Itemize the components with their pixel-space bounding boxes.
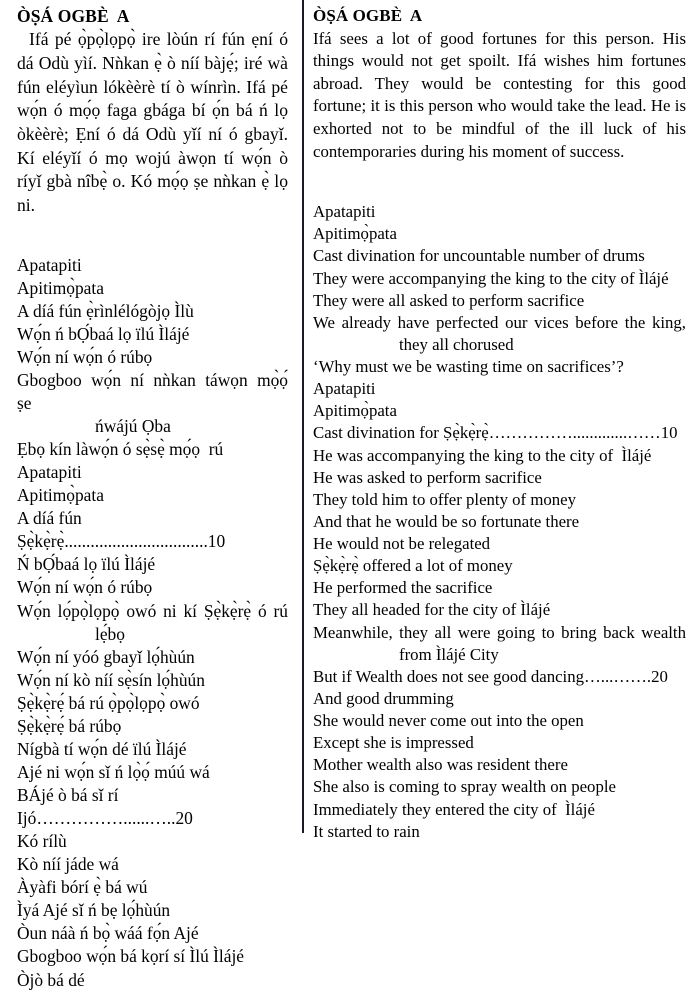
verse-line: Wọ́n ní wọ́n ó rúbọ [17, 346, 153, 367]
verse-line: Immediately they entered the city of Ìlájé [313, 799, 595, 819]
right-column-title: ÒṢÁ OGBÈ A [313, 6, 423, 25]
verse-line-text: Wọ́n lọ́pọ̀lọpọ̀ owó ni kí Ṣẹ̀kẹ̀rẹ̀ ó rú [17, 600, 288, 621]
verse-line: It started to rain [313, 821, 420, 841]
verse-line: They all headed for the city of Ìlájé [313, 600, 551, 620]
verse-line: Apitimọ̀pata [17, 277, 104, 298]
verse-line: Òun náà ń bọ̀ wáá fọ́n Ajé [17, 923, 199, 944]
verse-line: Àyàfi bórí ẹ̀ bá wú [17, 877, 148, 898]
verse-line: Apitimọ̀pata [17, 485, 104, 506]
verse-line: They told him to offer plenty of money [313, 489, 577, 509]
verse-line: from Ìlájé City [399, 644, 499, 664]
verse-line: She would never come out into the open [313, 711, 584, 731]
verse-line: Cast divination for Ṣẹ̀kẹ̀rẹ̀…………….............……10 [313, 423, 678, 443]
verse-line: Ìyá Ajé sǐ ń bẹ lọ́hùún [17, 900, 171, 921]
verse-line: And good drumming [313, 688, 454, 708]
verse-line: He would not be relegated [313, 534, 491, 554]
verse-line: Apatapiti [313, 379, 376, 399]
left-column-prose: Ifá pé ọ̀pọ̀lọpọ̀ ire lòún rí fún ẹní ó dá Odù yìí. Nǹkan ẹ̀ ò níí bàjẹ́; iré wà fún eléyìun lókèèrè tí ò wínrìn. Ifá pé wọ́n ó mọ́ọ faga gbága bí ọ́n bá ń lọ òkèèrè; Ẹní ó dá Odù yǐí ní ó gbayǐ. Kí eléyǐí ó mọ wojú àwọn tí wọ́n ò ríyǐ gbà nîbẹ̀ o. Kó mọ́ọ ṣe nǹkan ẹ̀ lọ ni. [17, 29, 288, 215]
left-column-yoruba [0, 0, 302, 990]
verse-line: ‘Why must we be wasting time on sacrifices’? [313, 357, 624, 377]
verse-line: Except she is impressed [313, 733, 474, 753]
verse-line [313, 622, 686, 644]
verse-line: Apatapiti [17, 462, 82, 483]
verse-line: A díá fún ẹ̀rìnlélógòjọ Ìlù [17, 300, 194, 321]
verse-line: Kò níí jáde wá [17, 854, 119, 875]
verse-line: ńwájú Ọba [95, 416, 171, 437]
verse-line: Wọ́n ní yóó gbayǐ lọ́hùún [17, 646, 195, 667]
verse-line: Apitimọ̀pata [313, 224, 397, 244]
verse-line: And that he would be so fortunate there [313, 511, 580, 531]
verse-line: Ajé ni wọ́n sǐ ń lọ̀ọ́ múú wá [17, 761, 210, 782]
verse-line: Ń bỌ́baá lọ ïlú Ìlájé [17, 554, 156, 575]
verse-line: He was accompanying the king to the city of Ìlájé [313, 445, 652, 465]
right-column-english [302, 0, 694, 841]
verse-line: Wọ́n ń bỌ́baá lọ ïlú Ìlájé [17, 323, 190, 344]
verse-line: Gbogboo wọ́n bá kọrí sí Ìlú Ìlájé [17, 946, 245, 967]
verse-line: Òjò bá dé [17, 969, 85, 990]
verse-line: They were accompanying the king to the city of Ìlájé [313, 268, 669, 288]
verse-line: She also is coming to spray wealth on people [313, 777, 616, 797]
verse-line: BÁjé ò bá sǐ rí Ijó……………......…..20 [17, 785, 193, 829]
verse-line: Apatapiti [17, 254, 82, 275]
verse-line: Apatapiti [313, 202, 376, 222]
left-column-verse-list [17, 254, 302, 992]
verse-line-text: Meanwhile, they all were going to bring back wealth [313, 622, 686, 642]
verse-line: lẹ́bọ [95, 623, 125, 644]
verse-line: Kó rílù [17, 831, 67, 852]
verse-line: Wọ́n ní wọ́n ó rúbọ [17, 577, 153, 598]
verse-line: Ṣẹ̀kẹ̀rẹ̀ offered a lot of money [313, 556, 513, 576]
right-column-prose: Ifá sees a lot of good fortunes for this person. His things would not get spoilt. Ifá wishes him fortunes abroad. They would be contesting for this good fortune; it is this person who would take the lead. He is exhorted not to be mindful of the ill luck of his contemporaries during his moment of success. [313, 28, 686, 161]
column-divider [302, 0, 304, 833]
verse-line: But if Wealth does not see good dancing…...…….20 [313, 666, 668, 686]
verse-line: Ṣẹ̀kẹ̀rẹ́ bá rúbọ [17, 715, 122, 736]
verse-line [17, 600, 288, 623]
verse-line: He performed the sacrifice [313, 578, 493, 598]
verse-line [17, 369, 302, 415]
verse-line-text: We already have perfected our vices before the king, [313, 312, 686, 332]
verse-line: Nígbà tí wọ́n dé ïlú Ìlájé [17, 738, 187, 759]
verse-line: They were all asked to perform sacrifice [313, 290, 585, 310]
verse-line: He was asked to perform sacrifice [313, 467, 542, 487]
right-column-verse-list [313, 201, 686, 843]
verse-line: they all chorused [399, 334, 514, 354]
verse-line [313, 312, 686, 334]
verse-line: Cast divination for uncountable number of drums [313, 246, 645, 266]
left-column-title: ÒṢÁ OGBÈ A [17, 6, 130, 26]
verse-line: Mother wealth also was resident there [313, 755, 568, 775]
verse-line: A díá fún Ṣẹ̀kẹ̀rẹ̀.................................10 [17, 508, 226, 552]
verse-line: Wọ́n ní kò níí sẹ̀sín lọ́hùún [17, 669, 205, 690]
verse-line: Ẹbọ kín làwọ́n ó sẹ̀sẹ̀ mọ́ọ rú [17, 439, 224, 460]
verse-line: Ṣẹ̀kẹ̀rẹ́ bá rú ọ̀pọ̀lọpọ̀ owó [17, 692, 200, 713]
verse-line: Apitimọ̀pata [313, 401, 397, 421]
verse-line-text: Gbogboo wọ́n ní nǹkan táwọn mọ̀ọ́ ṣe [17, 369, 302, 413]
